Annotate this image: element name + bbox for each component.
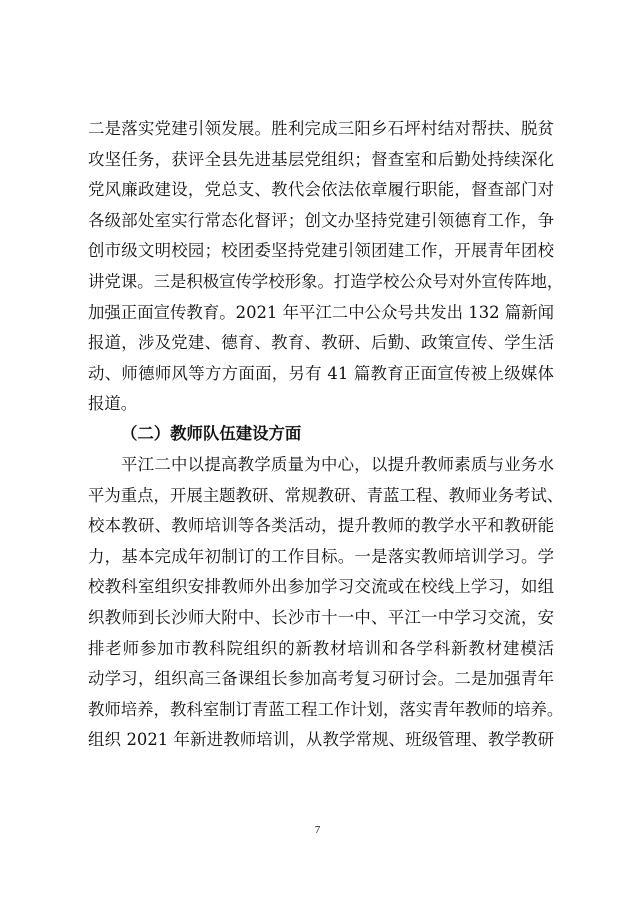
- text-line: 党风廉政建设，党总支、教代会依法依章履行职能，督查部门对: [88, 180, 554, 200]
- text-line: 教师培养，教科室制订青蓝工程工作计划，落实青年教师的培养。: [88, 699, 564, 719]
- text-line: 各级部处室实行常态化督评；创文办坚持党建引领德育工作，争: [88, 210, 554, 230]
- text-line: 加强正面宣传教育。2021 年平江二中公众号共发出 132 篇新闻: [88, 302, 554, 322]
- section-heading: （二）教师队伍建设方面: [121, 424, 302, 443]
- text-line: 平江二中以提高教学质量为中心，以提升教师素质与业务水: [121, 455, 554, 474]
- paragraph-teacher-team: [88, 450, 564, 756]
- text-line: 动、师德师风等方方面面，另有 41 篇教育正面宣传被上级媒体: [88, 363, 554, 383]
- page-number: 7: [314, 824, 321, 836]
- text-line: 讲党课。三是积极宣传学校形象。打造学校公众号对外宣传阵地，: [88, 271, 564, 291]
- text-line: 创市级文明校园；校团委坚持党建引领团建工作，开展青年团校: [88, 241, 554, 261]
- text-line: 校教科室组织安排教师外出参加学习交流或在校线上学习，如组: [88, 577, 554, 597]
- text-line: 组织 2021 年新进教师培训，从教学常规、班级管理、教学教研: [88, 730, 554, 750]
- text-line: 报道，涉及党建、德育、教育、教研、后勤、政策宣传、学生活: [88, 333, 554, 353]
- text-line: 报道。: [88, 394, 138, 414]
- text-line: 织教师到长沙师大附中、长沙市十一中、平江一中学习交流，安: [88, 607, 554, 627]
- text-line: 动学习，组织高三备课组长参加高考复习研讨会。二是加强青年: [88, 669, 554, 689]
- paragraph-party-building: [88, 114, 564, 420]
- text-line: 排老师参加市教科院组织的新教材培训和各学科新教材建模活: [88, 638, 554, 658]
- text-line: 力，基本完成年初制订的工作目标。一是落实教师培训学习。学: [88, 546, 554, 566]
- text-line: 平为重点，开展主题教研、常规教研、青蓝工程、教师业务考试、: [88, 485, 564, 505]
- text-line: 攻坚任务，获评全县先进基层党组织；督查室和后勤处持续深化: [88, 149, 554, 169]
- text-line: 二是落实党建引领发展。胜利完成三阳乡石坪村结对帮扶、脱贫: [88, 119, 554, 138]
- text-line: 校本教研、教师培训等各类活动，提升教师的教学水平和教研能: [88, 516, 554, 536]
